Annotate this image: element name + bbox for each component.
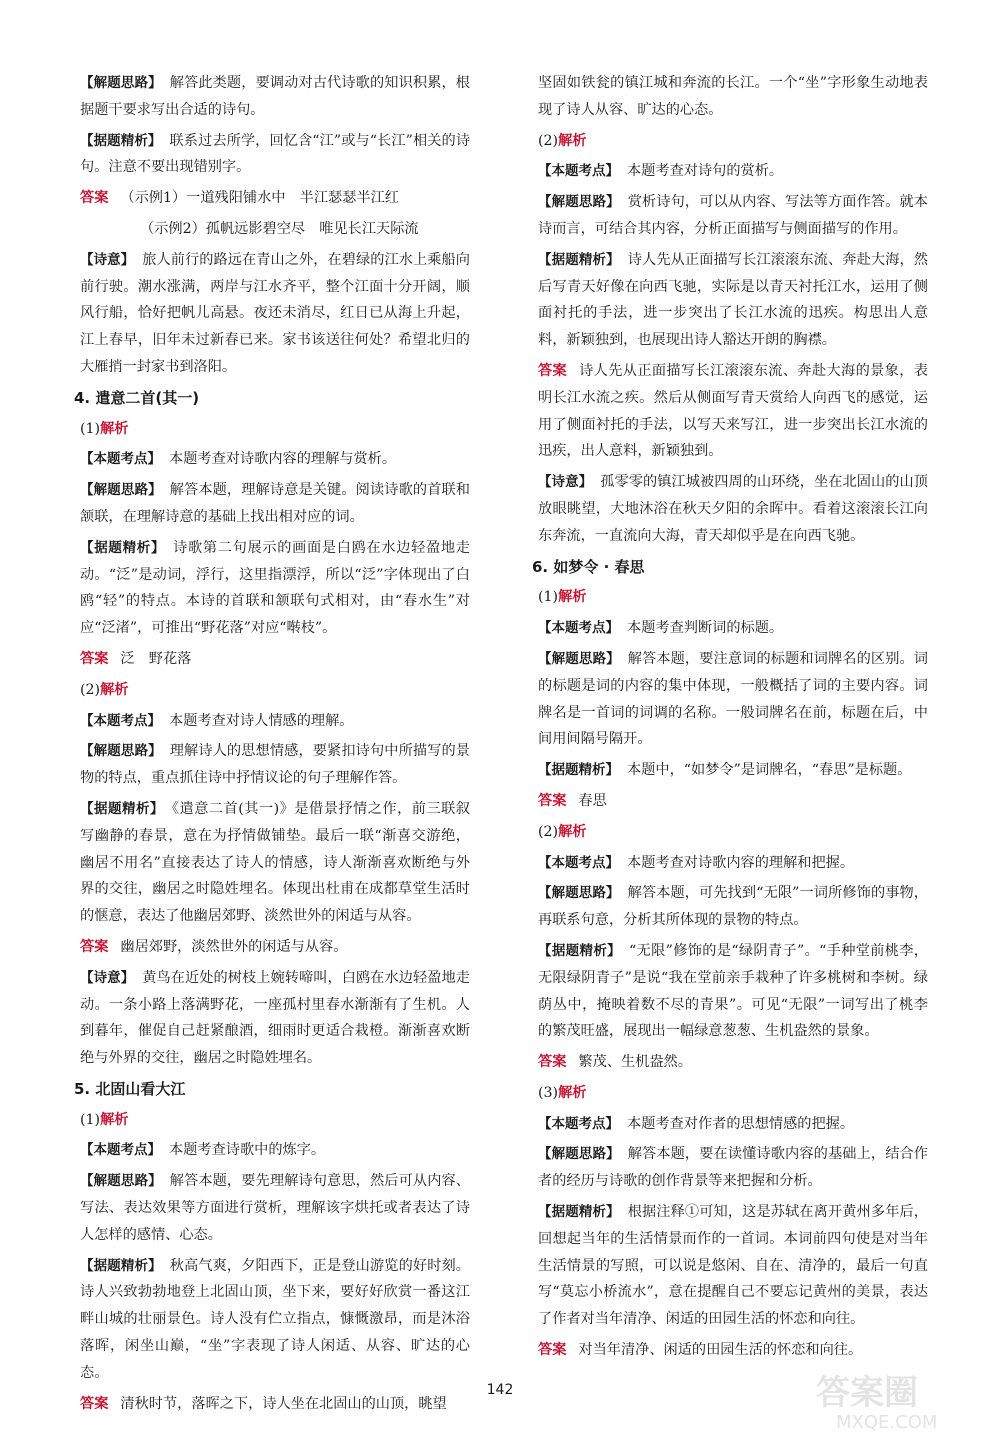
analysis-label: 解析 (100, 1111, 129, 1128)
paragraph-tag: 【据题精析】 (80, 539, 166, 556)
left-column (74, 70, 471, 1421)
analysis-paragraph (80, 965, 470, 1072)
analysis-paragraph (80, 128, 470, 182)
analysis-label: 解析 (558, 132, 587, 149)
analysis-paragraph (538, 1111, 928, 1138)
sub-question-number: (2) (80, 681, 101, 698)
paragraph-text: 根据注释①可知，这是苏轼在离开黄州多年后，回想起当年的生活情景而作的一首词。本词前四句使是对当年生活情景的写照，可以说是悠闲、自在、清净的，最后一句直写“莫忘小桥流水”，意在提醒自己不要忘记黄州的美景，表达了作者对当年清净、闲适的田园生活的怀恋和向往。 (538, 1204, 928, 1328)
sub-question (538, 584, 928, 611)
paragraph-text: 本题考查对作者的思想情感的把握。 (627, 1115, 855, 1132)
analysis-label: 解析 (100, 420, 129, 437)
analysis-paragraph (80, 535, 470, 642)
paragraph-text: 本题考查对诗人情感的理解。 (169, 712, 354, 729)
paragraph-tag: 【据题精析】 (538, 251, 620, 268)
sub-question (80, 677, 470, 704)
answer-paragraph (538, 788, 928, 815)
answer-label: 答案 (538, 1342, 567, 1359)
answer-label: 答案 (80, 190, 109, 207)
paragraph-text: 本题考查对诗歌内容的理解和把握。 (627, 854, 855, 871)
answer-text: 对当年清净、闲适的田园生活的怀恋和向往。 (578, 1342, 863, 1359)
answer-paragraph (538, 1049, 928, 1076)
analysis-paragraph (538, 938, 928, 1045)
analysis-paragraph (538, 615, 928, 642)
watermark-text: 答案圈 (816, 1373, 918, 1413)
answer-text: 繁茂、生机盎然。 (578, 1054, 692, 1071)
analysis-paragraph (80, 1137, 470, 1164)
sub-question (538, 819, 928, 846)
paragraph-text: 联系过去所学，回忆含“江”或与“长江”相关的诗句。注意不要出现错别字。 (80, 132, 471, 176)
paragraph-text: 解答本题，理解诗意是关键。阅读诗歌的首联和颔联，在理解诗意的基础上找出相对应的词。 (80, 482, 470, 525)
paragraph-tag: 【诗意】 (80, 969, 135, 986)
paragraph-tag: 【解题思路】 (538, 650, 620, 667)
paragraph-text: 解答本题，要注意词的标题和词牌名的区别。词的标题是词的内容的集中体现，一般概括了词的主要内容。词牌名是一首词的词调的名称。一般词牌名在前，标题在后，中间用间隔号隔开。 (538, 650, 928, 748)
analysis-paragraph (80, 796, 470, 930)
paragraph-text: 本题考查判断词的标题。 (627, 620, 784, 637)
analysis-paragraph (538, 189, 928, 243)
sub-question-number: (3) (538, 1084, 559, 1101)
paragraph-text: 诗人先从正面描写长江滚滚东流、奔赴大海，然后写青天好像在向西飞驰，实际是以青天衬托江水，运用了侧面衬托的手法，进一步突出了长江水流的迅疾。构思出人意料，新颖独到，也展现出诗人豁达开朗的胸襟。 (538, 251, 928, 349)
paragraph-text: 解答本题，可先找到“无限”一词所修饰的事物，再联系句意，分析其所体现的景物的特点。 (538, 885, 928, 929)
answer-paragraph (80, 934, 470, 961)
paragraph-text: 孤零零的镇江城被四周的山环绕，坐在北固山的山顶放眼眺望，大地沐浴在秋天夕阳的余晖中。看着这滚滚长江向东奔流，一直流向大海，青天却似乎是在向西飞驰。 (538, 474, 928, 544)
paragraph-tag: 【解题思路】 (538, 1146, 620, 1163)
paragraph-tag: 【本题考点】 (538, 620, 619, 637)
paragraph-tag: 【据题精析】 (538, 942, 622, 959)
analysis-label: 解析 (558, 823, 587, 840)
paragraph-text: 理解诗人的思想情感，要紧扣诗句中所描写的景物的特点，重点抓住诗中抒情议论的句子理解作答。 (80, 743, 470, 787)
analysis-label: 解析 (100, 681, 129, 698)
paragraph-text: 诗歌第二句展示的画面是白鸥在水边轻盈地走动。“泛”是动词，浮行，这里指漂浮，所以“泛”字体现出了白鸥“轻”的特点。本诗的首联和颔联句式相对，由“春水生”对应“泛渚”，可推出“野花落”对应“啭枝”。 (80, 539, 470, 637)
analysis-label: 解析 (558, 589, 587, 606)
paragraph-text: 解答本题，要先理解诗句意思，然后可从内容、写法、表达效果等方面进行赏析，理解该字烘托或者表达了诗人怎样的感情、心态。 (80, 1173, 470, 1243)
answer-label: 答案 (80, 938, 109, 955)
paragraph-tag: 【据题精析】 (538, 762, 619, 779)
answer-label: 答案 (80, 650, 109, 667)
analysis-paragraph (538, 1141, 928, 1195)
watermark-logo (796, 1368, 996, 1432)
answer-label: 答案 (538, 1054, 567, 1071)
paragraph-text: 旅人前行的路远在青山之外，在碧绿的江水上乘船向前行驶。潮水涨满，两岸与江水齐平，整个江面十分开阔，顺风行船，恰好把帆儿高悬。夜还未消尽，红日已从海上升起，江上春早，旧年未过新春已来。家书该送往何处？希望北归的大雁捎一封家书到洛阳。 (80, 251, 470, 375)
paragraph-text: 本题考查对诗歌内容的理解与赏析。 (169, 451, 397, 468)
paragraph-text: 《遣意二首(其一)》是借景抒情之作，前三联叙写幽静的春景，意在为抒情做铺垫。最后一联“渐喜交游绝，幽居不用名”直接表达了诗人的情感，诗人渐渐喜欢断绝与外界的交往，幽居之时隐姓埋名。体现出杜甫在成都草堂生活时的惬意，表达了他幽居郊野、淡然世外的闲适与从容。 (80, 800, 470, 925)
paragraph-tag: 【解题思路】 (538, 194, 620, 211)
answer-text: 春思 (578, 792, 607, 809)
analysis-paragraph (80, 708, 470, 735)
answer-label: 答案 (538, 792, 567, 809)
paragraph-tag: 【本题考点】 (80, 1142, 161, 1159)
paragraph-tag: 【据题精析】 (80, 132, 162, 149)
answer-paragraph (80, 185, 470, 212)
paragraph-tag: 【据题精析】 (80, 800, 164, 817)
analysis-paragraph (80, 70, 470, 124)
paragraph-text: 黄鸟在近处的树枝上婉转啼叫，白鸥在水边轻盈地走动。一条小路上落满野花，一座孤村里春水渐渐有了生机。人到暮年，催促自己赶紧酿酒，细雨时更适合栽橙。渐渐喜欢断绝与外界的交往，幽居之时隐姓埋名。 (80, 969, 470, 1067)
answer-text: 诗人先从正面描写长江滚滚东流、奔赴大海的景象，表明长江水流之疾。然后从侧面写青天赏给人向西飞的感觉，运用了侧面衬托的手法，以写天来写江，进一步突出长江水流的迅疾，出人意料，新颖独到。 (538, 362, 928, 460)
paragraph-text: 本题中，“如梦令”是词牌名，“春思”是标题。 (627, 762, 912, 779)
section-heading: 5. 北固山看大江 (74, 1079, 186, 1098)
analysis-paragraph (538, 850, 928, 877)
paragraph-tag: 【本题考点】 (80, 712, 161, 729)
analysis-paragraph (538, 158, 928, 185)
answer-text: （示例1）一道残阳铺水中 半江瑟瑟半江红 (120, 190, 399, 207)
sub-question-number: (2) (538, 823, 559, 840)
paragraph-text: 秋高气爽，夕阳西下，正是登山游览的好时刻。诗人兴致勃勃地登上北固山顶，坐下来，要好好欣赏一番这江畔山城的壮丽景色。诗人没有伫立指点，慷慨激昂，而是沐浴落晖，闲坐山巅，“坐”字表现了诗人闲适、从容、旷达的心态。 (80, 1257, 470, 1381)
paragraph-tag: 【本题考点】 (538, 163, 619, 180)
answer-paragraph (538, 1337, 928, 1364)
analysis-paragraph (80, 477, 470, 531)
answer-paragraph (80, 646, 470, 673)
paragraph-tag: 【解题思路】 (80, 743, 162, 760)
answer-text: 清秋时节，落晖之下，诗人坐在北固山的山顶，眺望 (120, 1395, 447, 1412)
analysis-paragraph (538, 247, 928, 354)
paragraph-tag: 【据题精析】 (538, 1204, 620, 1221)
sub-question (538, 128, 928, 155)
answer-paragraph (538, 358, 928, 465)
paragraph-text: 本题考查诗歌中的炼字。 (169, 1142, 326, 1159)
analysis-paragraph (80, 247, 470, 381)
paragraph-tag: 【本题考点】 (80, 451, 161, 468)
analysis-paragraph (80, 738, 470, 792)
answer-text: 幽居郊野，淡然世外的闲适与从容。 (120, 938, 348, 955)
analysis-paragraph (538, 1199, 928, 1333)
paragraph-text: 解答本题，要在读懂诗歌内容的基础上，结合作者的经历与诗歌的创作背景等来把握和分析。 (538, 1146, 928, 1190)
right-column (532, 70, 928, 1368)
sub-question-number: (1) (80, 1111, 101, 1128)
paragraph-tag: 【解题思路】 (80, 75, 162, 91)
continued-text: 坚固如铁瓮的镇江城和奔流的长江。一个“坐”字形象生动地表现了诗人从容、旷达的心态。 (538, 75, 928, 118)
sub-question (80, 1107, 470, 1134)
analysis-paragraph (538, 880, 928, 934)
sub-question-number: (1) (538, 589, 559, 606)
paragraph-tag: 【解题思路】 (80, 1173, 162, 1190)
section-heading: 6. 如梦令 · 春思 (532, 557, 645, 576)
analysis-paragraph (80, 1168, 470, 1248)
paragraph-tag: 【诗意】 (80, 251, 135, 268)
watermark-sub: MXQE.COM (836, 1412, 938, 1432)
analysis-paragraph (538, 469, 928, 549)
paragraph-tag: 【解题思路】 (80, 482, 162, 499)
sub-question (80, 416, 470, 443)
answer-label: 答案 (538, 362, 568, 379)
analysis-paragraph (538, 646, 928, 753)
paragraph-text: “无限”修饰的是“绿阴青子”。“手种堂前桃李，无限绿阴青子”是说“我在堂前亲手栽种了许多桃树和李树。绿荫丛中，掩映着数不尽的青果”。可见“无限”一词写出了桃李的繁茂旺盛，展现出一幅绿意葱葱、生机盎然的景象。 (538, 942, 928, 1040)
paragraph-tag: 【本题考点】 (538, 1115, 619, 1132)
analysis-paragraph (538, 757, 928, 784)
paragraph-tag: 【本题考点】 (538, 854, 619, 871)
paragraph-text: 解答此类题，要调动对古代诗歌的知识积累，根据题干要求写出合适的诗句。 (80, 75, 470, 118)
page-number: 142 (486, 1382, 514, 1398)
paragraph-text: 赏析诗句，可以从内容、写法等方面作答。就本诗而言，可结合其内容，分析正面描写与侧面描写的作用。 (538, 194, 928, 237)
paragraph-text: 本题考查对诗句的赏析。 (627, 163, 784, 180)
paragraph-tag: 【诗意】 (538, 474, 593, 491)
analysis-label: 解析 (558, 1084, 587, 1101)
sub-question-number: (2) (538, 132, 559, 149)
section-heading: 4. 遣意二首(其一) (74, 388, 200, 407)
answer-text: 泛 野花落 (120, 650, 192, 667)
answer-example: （示例2）孤帆远影碧空尽 唯见长江天际流 (140, 220, 419, 237)
sub-question (538, 1080, 928, 1107)
analysis-paragraph (80, 1253, 470, 1387)
analysis-paragraph (80, 446, 470, 473)
answer-label: 答案 (80, 1395, 109, 1412)
paragraph-tag: 【据题精析】 (80, 1257, 162, 1274)
paragraph-tag: 【解题思路】 (538, 885, 620, 902)
sub-question-number: (1) (80, 420, 101, 437)
